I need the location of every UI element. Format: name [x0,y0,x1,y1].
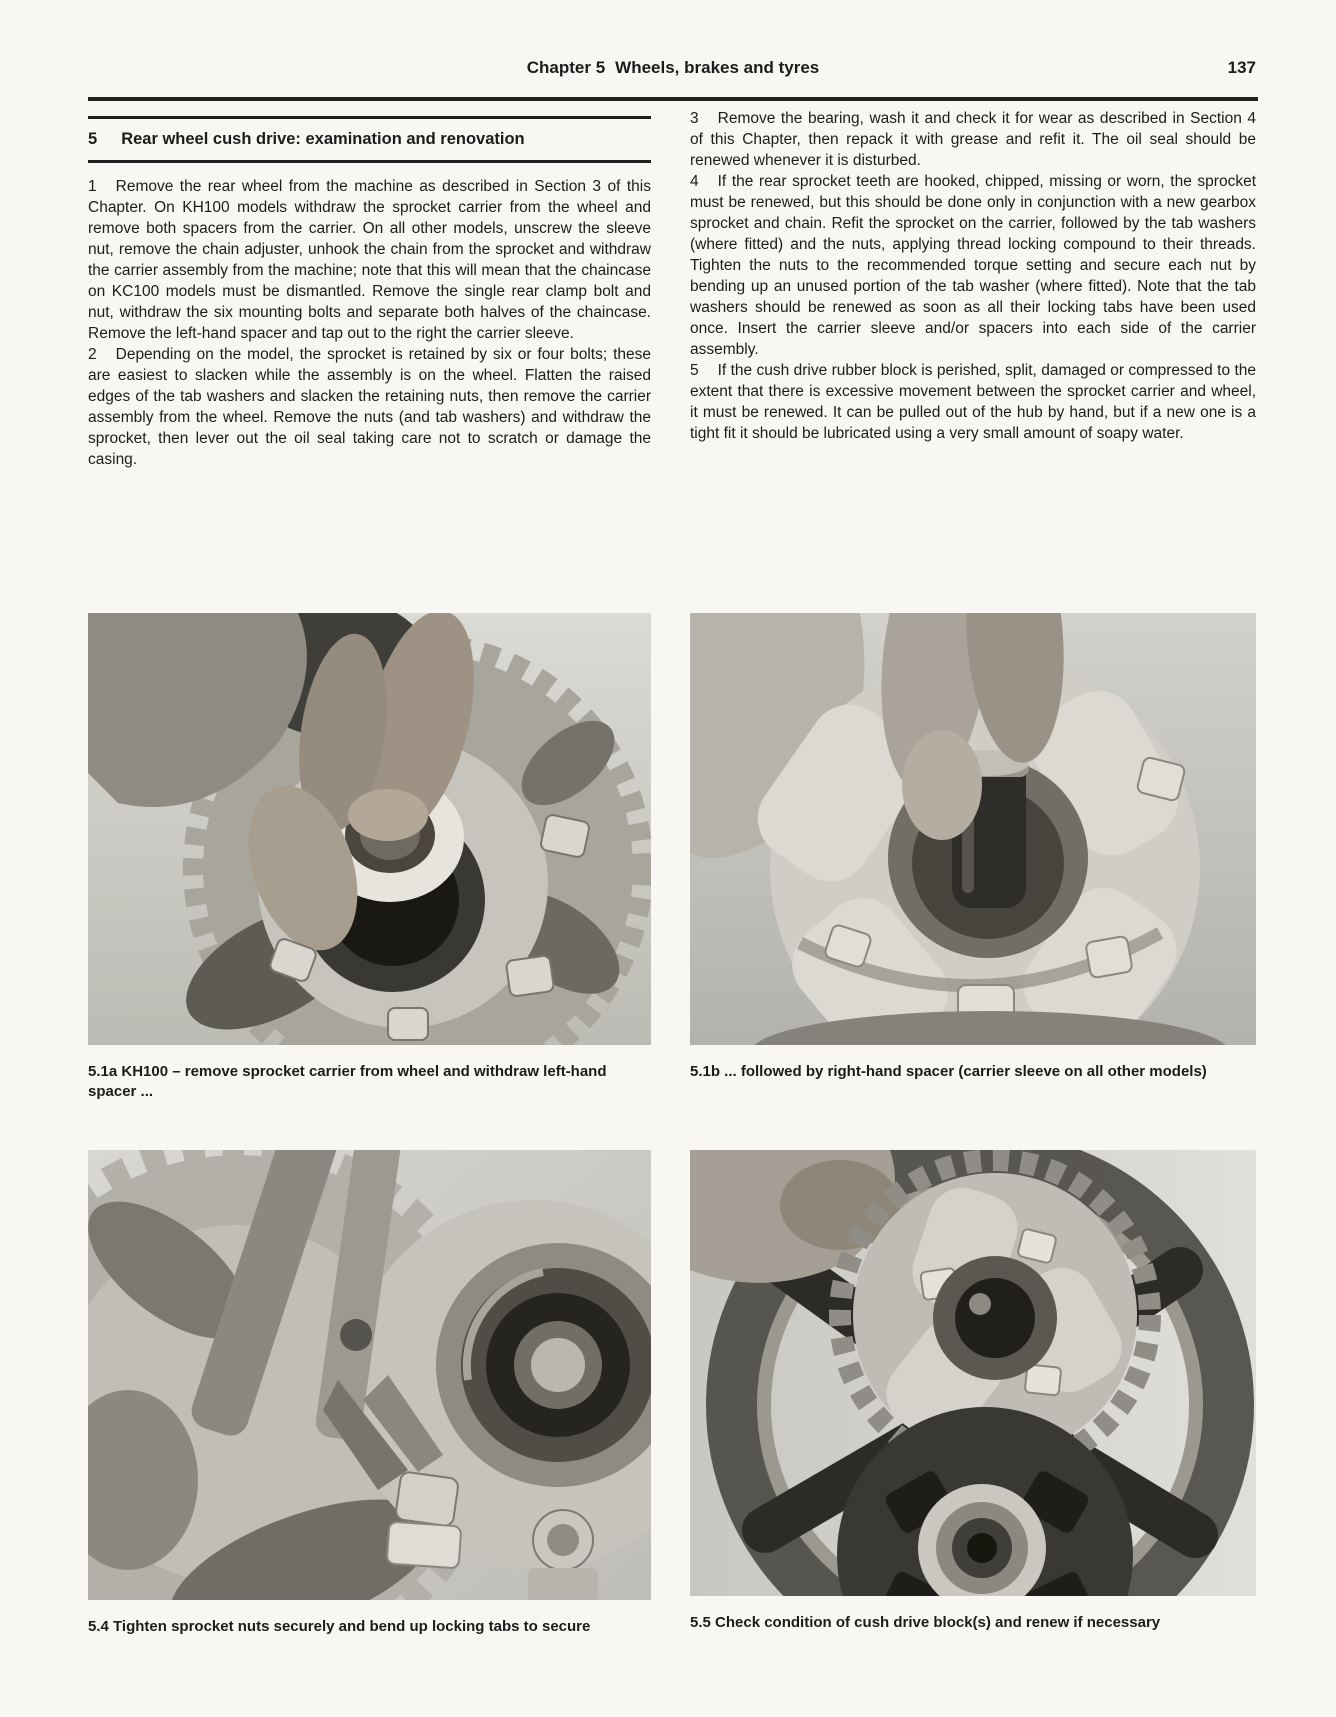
header-rule [88,97,1258,101]
paragraph-4 [690,171,1256,360]
paragraph-text: If the rear sprocket teeth are hooked, chipped, missing or worn, the sprocket must be renewed, but this should be done only in conjunction with a new gearbox sprocket and chain. Refit the sprocket on the carrier, followed by the tab washers (where fitted) and the nuts, applying thread locking compound to their threads. Tighten the nuts to the recommended torque setting and secure each nut by bending up an unused portion of the tab washer (where fitted). Note that the tab washers should be renewed as soon as all their locking tabs have been used once. Insert the carrier sleeve and/or spacers into each side of the carrier assembly. [690,173,1256,358]
paragraph-3 [690,108,1256,171]
paragraph-1 [88,176,651,344]
figure-5-5 [690,1150,1256,1633]
section-title: Rear wheel cush drive: examination and renovation [121,130,525,148]
paragraph-number: 4 [690,173,699,190]
figure-5-1a-caption: 5.1a KH100 – remove sprocket carrier from wheel and withdraw left-hand spacer ... [88,1063,607,1100]
figure-5-1a-photo [88,613,651,1045]
paragraph-text: If the cush drive rubber block is perished, split, damaged or compressed to the extent that there is excessive movement between the sprocket carrier and wheel, it must be renewed. It can be pulled out of the hub by hand, but if a new one is a tight fit it should be lubricated using a very small amount of soapy water. [690,362,1256,442]
figure-5-1b-photo [690,613,1256,1045]
figure-5-1b [690,613,1256,1082]
section-number: 5 [88,130,98,148]
figure-5-4-caption: 5.4 Tighten sprocket nuts securely and bend up locking tabs to secure [88,1618,591,1635]
paragraph-number: 5 [690,362,699,379]
figure-5-1a [88,613,651,1102]
figure-5-4-photo [88,1150,651,1600]
figure-5-5-photo [690,1150,1256,1596]
paragraph-5 [690,360,1256,444]
paragraph-2 [88,344,651,470]
right-column [690,108,1256,444]
figure-5-1b-caption: 5.1b ... followed by right-hand spacer (carrier sleeve on all other models) [690,1063,1207,1080]
chapter-label: Chapter 5 [526,58,606,77]
paragraph-number: 1 [88,178,97,195]
paragraph-text: Remove the bearing, wash it and check it for wear as described in Section 4 of this Chapter, then repack it with grease and refit it. The oil seal should be renewed whenever it is disturbed. [690,110,1256,169]
figure-5-5-caption: 5.5 Check condition of cush drive block(s) and renew if necessary [690,1614,1161,1631]
paragraph-text: Remove the rear wheel from the machine as described in Section 3 of this Chapter. On KH100 models withdraw the sprocket carrier from the wheel and remove both spacers from the carrier. On all other models, unscrew the sleeve nut, remove the chain adjuster, unhook the chain from the sprocket and withdraw the carrier assembly from the machine; note that this will mean that the chaincase on KC100 models must be dismantled. Remove the single rear clamp bolt and nut, withdraw the six mounting bolts and separate both halves of the chaincase. Remove the left-hand spacer and tap out to the right the carrier sleeve. [88,178,651,342]
page-number: 137 [1227,58,1256,77]
figure-5-4 [88,1150,651,1637]
section-heading [88,116,651,163]
page-header [88,57,1258,79]
paragraph-number: 3 [690,110,699,127]
chapter-title: Wheels, brakes and tyres [615,58,820,77]
paragraph-text: Depending on the model, the sprocket is retained by six or four bolts; these are easiest to slacken while the assembly is on the wheel. Flatten the raised edges of the tab washers and slacken the retaining nuts, then remove the carrier assembly from the wheel. Remove the nuts (and tab washers) and withdraw the sprocket, then lever out the oil seal taking care not to scratch or damage the casing. [88,346,651,468]
left-column [88,116,651,470]
paragraph-number: 2 [88,346,97,363]
